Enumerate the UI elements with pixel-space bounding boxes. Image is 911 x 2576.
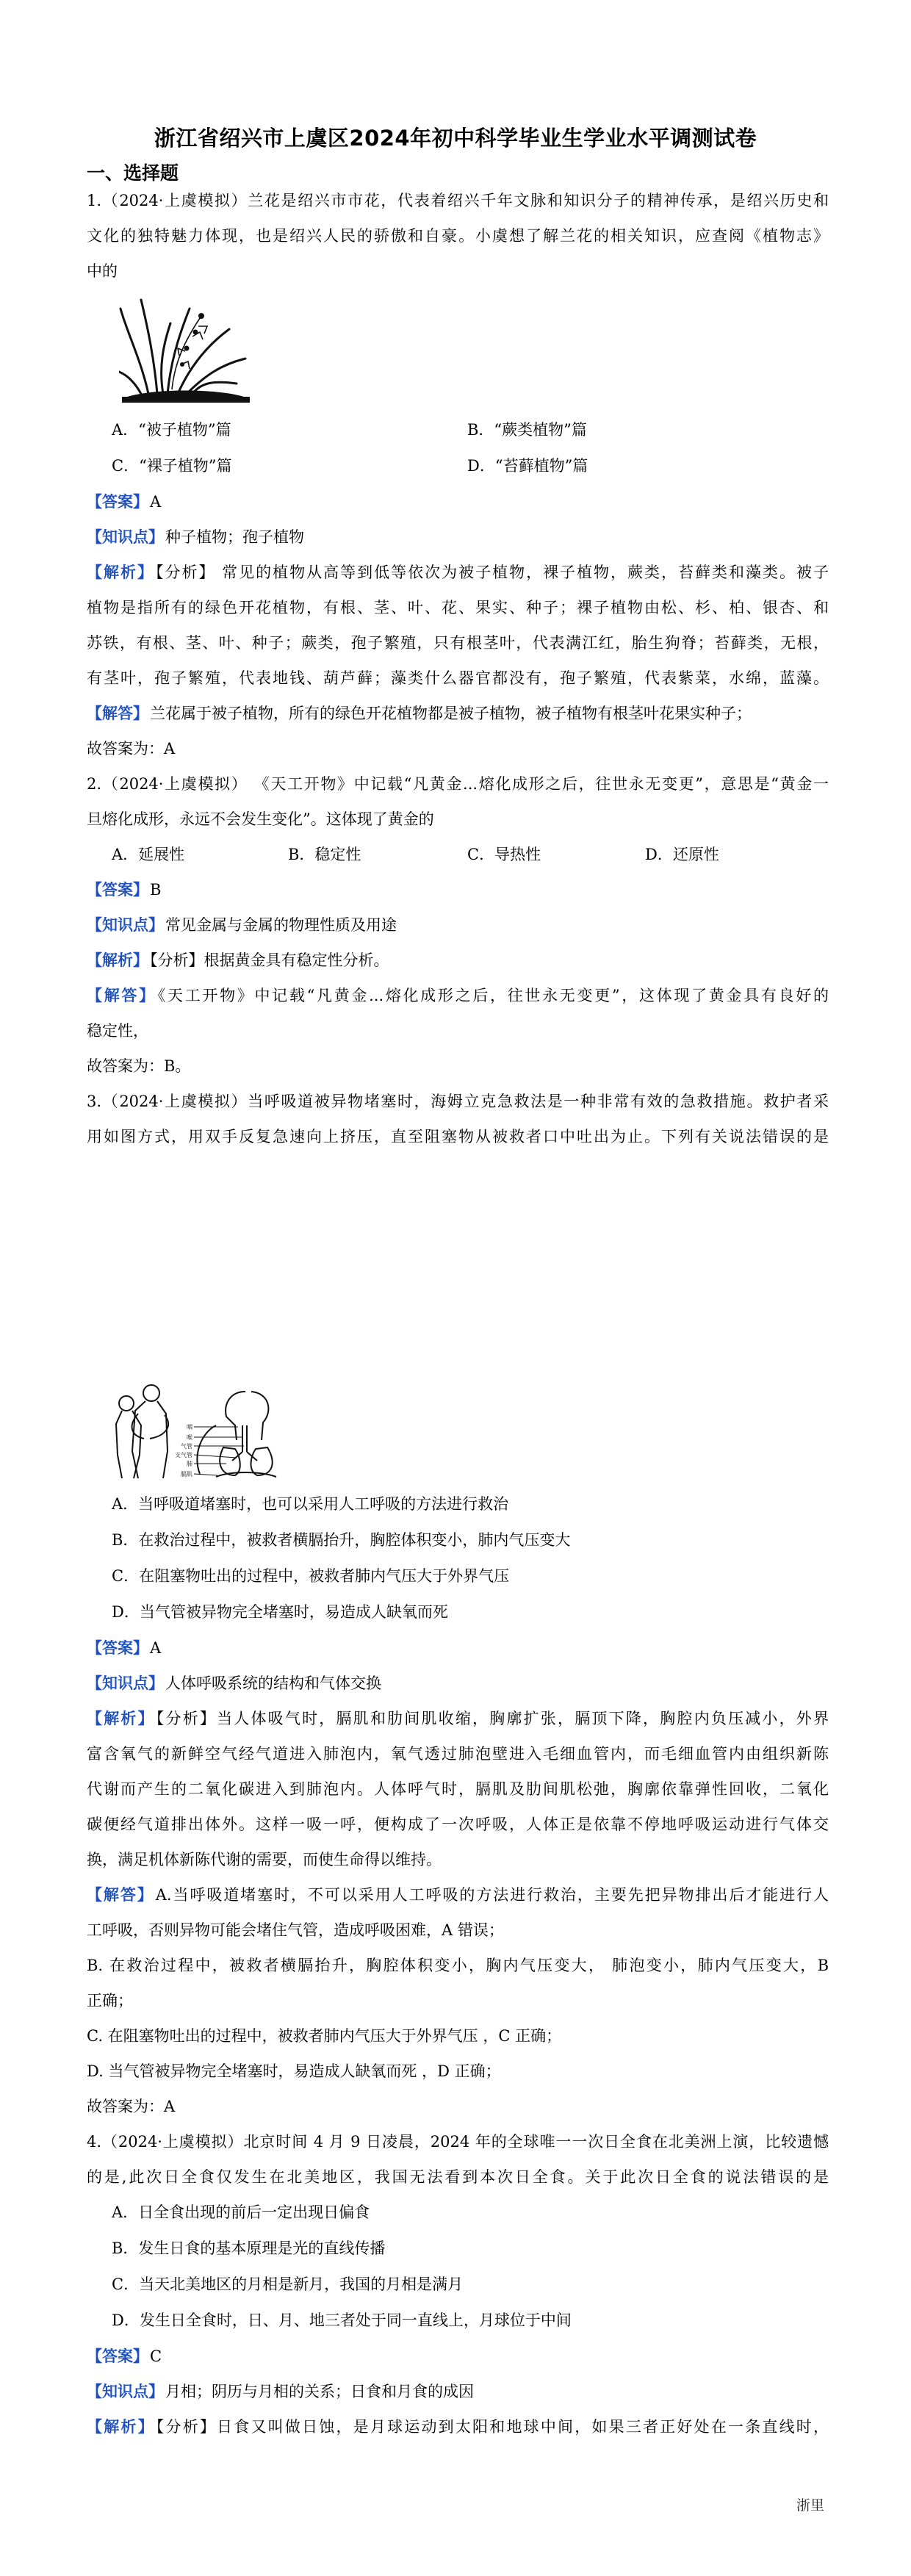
q1-analysis-line-1 <box>87 561 829 583</box>
q2-knowledge-value: 常见金属与金属的物理性质及用途 <box>165 916 397 934</box>
figure-label-lung: 肺 <box>187 1461 192 1467</box>
q4-analysis-line-1 <box>87 2416 829 2438</box>
q2-option-a: A．延展性 <box>112 846 185 863</box>
q3-solution-line-3: B. 在救治过程中，被救者横膈抬升，胸腔体积变小，胸内气压变大， 肺泡变小，肺内气压变大，B <box>87 1957 829 1974</box>
q2-answer <box>87 879 829 901</box>
q3-solution-line-4: 正确； <box>87 1992 133 2010</box>
q4-answer-value: C <box>150 2347 162 2365</box>
q2-solution-line-1 <box>87 985 829 1007</box>
section-heading: 一、选择题 <box>87 162 179 184</box>
q2-stem-line-2: 旦熔化成形，永远不会发生变化”。这体现了黄金的 <box>87 810 434 828</box>
q1-knowledge <box>87 526 829 548</box>
figure-label-pharynx: 咽 <box>187 1424 192 1431</box>
q1-analysis-line-2: 植物是指所有的绿色开花植物，有根、茎、叶、花、果实、种子；裸子植物由松、杉、柏、银杏、和 <box>87 599 829 616</box>
q4-option-a: A．日全食出现的前后一定出现日偏食 <box>112 2203 370 2221</box>
exam-title: 浙江省绍兴市上虞区2024年初中科学毕业生学业水平调测试卷 <box>154 126 757 151</box>
q1-option-b: B．“蕨类植物”篇 <box>467 421 587 439</box>
q3-option-a: A．当呼吸道堵塞时，也可以采用人工呼吸的方法进行救治 <box>112 1495 509 1513</box>
answer-tag: 【答案】 <box>87 2347 148 2365</box>
page-footer: 浙里 <box>796 2497 824 2514</box>
q1-stem-line-3: 中的 <box>87 262 118 280</box>
q3-analysis-line-5: 换，满足机体新陈代谢的需要，而使生命得以维持。 <box>87 1851 442 1868</box>
figure-label-trachea: 气管 <box>181 1443 192 1450</box>
q3-stem-line-1: 3.（2024·上虞模拟）当呼吸道被异物堵塞时，海姆立克急救法是一种非常有效的急救措施。救护者采 <box>87 1093 829 1110</box>
figure-label-bronchus: 支气管 <box>175 1452 192 1458</box>
q1-option-d: D．“苔藓植物”篇 <box>467 457 588 475</box>
answer-tag: 【答案】 <box>87 1638 148 1657</box>
orchid-illustration <box>119 294 251 404</box>
q2-option-d: D．还原性 <box>645 846 719 863</box>
knowledge-tag: 【知识点】 <box>87 915 164 934</box>
q4-knowledge <box>87 2381 829 2403</box>
q2-option-c: C．导热性 <box>467 846 541 863</box>
figure-label-diaphragm: 膈肌 <box>181 1471 192 1478</box>
q3-option-c: C．在阻塞物吐出的过程中，被救者肺内气压大于外界气压 <box>112 1567 510 1585</box>
knowledge-tag: 【知识点】 <box>87 528 164 546</box>
q1-solution-text: 兰花属于被子植物，所有的绿色开花植物都是被子植物，被子植物有根茎叶花果实种子； <box>150 705 752 722</box>
q2-solution-text-1: 《天工开物》中记载“凡黄金...熔化成形之后，往世永无变更”，这体现了黄金具有良好的 <box>157 987 829 1004</box>
answer-tag: 【答案】 <box>87 880 148 899</box>
q3-final-answer: 故答案为：A <box>87 2098 176 2115</box>
q2-solution-line-2: 稳定性， <box>87 1022 148 1040</box>
q1-answer <box>87 491 829 513</box>
solution-tag: 【解答】 <box>87 1885 154 1904</box>
q1-final-answer: 故答案为：A <box>87 740 176 758</box>
q2-analysis-text: 【分析】根据黄金具有稳定性分析。 <box>150 951 389 969</box>
q4-option-d: D．发生日全食时，日、月、地三者处于同一直线上，月球位于中间 <box>112 2311 572 2329</box>
analysis-tag: 【解析】 <box>87 1709 155 1727</box>
q1-solution <box>87 702 829 724</box>
q1-stem-line-1: 1.（2024·上虞模拟）兰花是绍兴市市花，代表着绍兴千年文脉和知识分子的精神传承，是绍兴历史和 <box>87 192 829 209</box>
q1-knowledge-value: 种子植物；孢子植物 <box>165 528 304 546</box>
q1-answer-value: A <box>150 493 162 511</box>
heimlich-maneuver-illustration <box>106 1381 312 1481</box>
analysis-tag: 【解析】 <box>87 2417 155 2436</box>
q4-option-c: C．当天北美地区的月相是新月，我国的月相是满月 <box>112 2275 464 2293</box>
q2-option-b: B．稳定性 <box>288 846 361 863</box>
q1-analysis-text-1: 【分析】 常见的植物从高等到低等依次为被子植物，裸子植物，蕨类，苔藓类和藻类。被子 <box>155 564 829 581</box>
q1-option-c: C．“裸子植物”篇 <box>112 457 232 475</box>
q4-stem-line-2: 的是,此次日全食仅发生在北美地区，我国无法看到本次日全食。关于此次日全食的说法错误的是 <box>87 2168 829 2186</box>
q3-answer <box>87 1637 829 1659</box>
q3-analysis-line-3: 代谢而产生的二氧化碳进入到肺泡内。人体呼气时，膈肌及肋间肌松弛，胸廓依靠弹性回收，二氧化 <box>87 1780 829 1798</box>
knowledge-tag: 【知识点】 <box>87 1674 164 1692</box>
q4-option-b: B．发生日食的基本原理是光的直线传播 <box>112 2239 386 2257</box>
q2-stem-line-1: 2.（2024·上虞模拟） 《天工开物》中记载“凡黄金...熔化成形之后，往世永无变更”，意思是“黄金一 <box>87 775 829 793</box>
analysis-tag: 【解析】 <box>87 951 148 969</box>
q2-knowledge <box>87 914 829 936</box>
q3-solution-text-1: A.当呼吸道堵塞时，不可以采用人工呼吸的方法进行救治，主要先把异物排出后才能进行人 <box>155 1886 829 1904</box>
q3-stem-line-2: 用如图方式，用双手反复急速向上挤压，直至阻塞物从被救者口中吐出为止。下列有关说法错误的是 <box>87 1128 829 1145</box>
knowledge-tag: 【知识点】 <box>87 2382 164 2400</box>
q3-knowledge <box>87 1672 829 1694</box>
q3-solution-line-6: D. 当气管被异物完全堵塞时，易造成人缺氧而死 ，D 正确； <box>87 2062 501 2080</box>
q3-analysis-text-1: 【分析】当人体吸气时，膈肌和肋间肌收缩，胸廓扩张，膈顶下降，胸腔内负压减小，外界 <box>156 1710 829 1727</box>
q3-analysis-line-2: 富含氧气的新鲜空气经气道进入肺泡内，氧气透过肺泡壁进入毛细血管内，而毛细血管内由组织新陈 <box>87 1745 829 1763</box>
q3-analysis-line-4: 碳便经气道排出体外。这样一吸一呼，便构成了一次呼吸，人体正是依靠不停地呼吸运动进行气体交 <box>87 1816 829 1833</box>
q2-answer-value: B <box>150 881 162 899</box>
q2-final-answer: 故答案为：B。 <box>87 1057 191 1075</box>
q4-stem-line-1: 4.（2024·上虞模拟）北京时间 4 月 9 日凌晨，2024 年的全球唯一一次日全食在北美洲上演，比较遗憾 <box>87 2133 829 2151</box>
q2-analysis <box>87 949 829 971</box>
q1-stem-line-2: 文化的独特魅力体现，也是绍兴人民的骄傲和自豪。小虞想了解兰花的相关知识，应查阅《植物志》 <box>87 227 829 245</box>
answer-tag: 【答案】 <box>87 492 148 511</box>
q3-solution-line-2: 工呼吸，否则异物可能会堵住气管，造成呼吸困难，A 错误； <box>87 1921 504 1939</box>
q1-analysis-line-3: 苏铁，有根、茎、叶、种子；蕨类，孢子繁殖，只有根茎叶，代表满江红，胎生狗脊；苔藓类，无根， <box>87 634 829 652</box>
q4-knowledge-value: 月相；阴历与月相的关系；日食和月食的成因 <box>165 2383 474 2400</box>
q1-option-a: A．“被子植物”篇 <box>112 421 231 439</box>
q3-option-b: B．在救治过程中，被救者横膈抬升，胸腔体积变小，肺内气压变大 <box>112 1531 571 1549</box>
solution-tag: 【解答】 <box>87 704 148 722</box>
q3-option-d: D．当气管被异物完全堵塞时，易造成人缺氧而死 <box>112 1603 448 1621</box>
q4-analysis-text: 【分析】日食又叫做日蚀，是月球运动到太阳和地球中间，如果三者正好处在一条直线时， <box>156 2418 829 2436</box>
q3-analysis-line-1 <box>87 1708 829 1730</box>
analysis-tag: 【解析】 <box>87 563 154 581</box>
q1-analysis-line-4: 有茎叶，孢子繁殖，代表地钱、葫芦藓；藻类什么器官都没有，孢子繁殖，代表紫菜，水绵，蓝藻。 <box>87 669 829 687</box>
figure-label-larynx: 喉 <box>187 1434 192 1441</box>
q3-knowledge-value: 人体呼吸系统的结构和气体交换 <box>165 1674 381 1692</box>
q3-solution-line-5: C. 在阻塞物吐出的过程中，被救者肺内气压大于外界气压 ，C 正确； <box>87 2027 562 2045</box>
q4-answer <box>87 2345 829 2367</box>
q3-solution-line-1 <box>87 1884 829 1906</box>
solution-tag: 【解答】 <box>87 986 156 1004</box>
q3-answer-value: A <box>150 1639 162 1657</box>
